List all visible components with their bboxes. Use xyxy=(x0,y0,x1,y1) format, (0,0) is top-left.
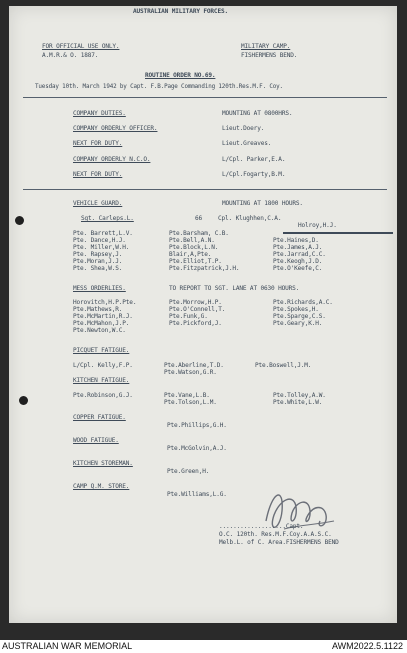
mess-name: Pte.McMahon,J.P. xyxy=(73,320,130,327)
vehicle-guard-label: VEHICLE GUARD. xyxy=(73,200,123,207)
guard-name: Pte.Bell,A.N. xyxy=(169,237,215,244)
mess-name: Pte.O'Connell,T. xyxy=(169,306,226,313)
mess-name: Pte.Sparge,C.S. xyxy=(273,313,326,320)
storeman-name: Pte.Green,H. xyxy=(167,468,210,475)
copper-label: COPPER FATIGUE. xyxy=(73,414,126,421)
guard-name: Pte.Moran,J.J. xyxy=(73,258,123,265)
storeman-label: KITCHEN STOREMAN. xyxy=(73,460,133,467)
duty-value: L/Cpl. Parker,E.A. xyxy=(222,156,286,163)
mess-name: Pte.Newton,W.C. xyxy=(73,327,126,334)
signature-dots: ...................Capt. xyxy=(219,523,304,530)
picquet-name: Pte.Watson,G.R. xyxy=(164,369,217,376)
guard-name: Pte. Dance,H.J. xyxy=(73,237,126,244)
duty-label: COMPANY ORDERLY N.C.O. xyxy=(73,156,151,163)
mess-name: Pte.Mathews,R. xyxy=(73,306,123,313)
kitchen-name: Pte.Tolley,A.W. xyxy=(273,392,326,399)
wood-label: WOOD FATIGUE. xyxy=(73,437,119,444)
kitchen-name: Pte.White,L.W. xyxy=(273,399,323,406)
footer-source: AUSTRALIAN WAR MEMORIAL xyxy=(2,641,133,651)
wood-name: Pte.McGolvin,A.J. xyxy=(167,445,227,452)
org-title: AUSTRALIAN MILITARY FORCES. xyxy=(133,8,229,15)
duty-label: COMPANY ORDERLY OFFICER. xyxy=(73,125,158,132)
mess-name: Horovitch,H.P.Pte. xyxy=(73,299,137,306)
order-title: ROUTINE ORDER NO.69. xyxy=(145,72,216,79)
duty-value: MOUNTING AT 0800HRS. xyxy=(222,110,293,117)
signature-line-2: Melb.L. of C. Area.FISHERMENS BEND xyxy=(219,539,339,546)
picquet-name: L/Cpl. Kelly,F.P. xyxy=(73,362,133,369)
picquet-label: PICQUET FATIGUE. xyxy=(73,347,130,354)
guard-name: Pte.Keogh,J.D. xyxy=(273,258,323,265)
vehicle-guard-mounting: MOUNTING AT 1800 HOURS. xyxy=(222,200,303,207)
header-right-2: FISHERMENS BEND. xyxy=(241,52,298,59)
mess-name: Pte.Pickford,J. xyxy=(169,320,222,327)
guard-name: Pte.Elliot,T.P. xyxy=(169,258,222,265)
mess-name: Pte.Geary,K.H. xyxy=(273,320,323,327)
kitchen-name: Pte.Robinson,G.J. xyxy=(73,392,133,399)
guard-name: Pte. Barrett,L.V. xyxy=(73,230,133,237)
vehicle-guard-num: 66 xyxy=(195,215,203,222)
signature-line-1: O.C. 120th. Res.M.F.Coy.A.A.S.C. xyxy=(219,531,332,538)
guard-name: Pte. Miller,W.H. xyxy=(73,244,130,251)
footer-accession: AWM2022.5.1122 xyxy=(331,641,403,651)
header-right-1: MILITARY CAMP. xyxy=(241,43,291,50)
header-left-1: FOR OFFICIAL USE ONLY. xyxy=(42,43,120,50)
duty-label: NEXT FOR DUTY. xyxy=(73,140,123,147)
guard-name: Pte.James,A.J. xyxy=(273,244,323,251)
duty-value: Lieut.Doery. xyxy=(222,125,265,132)
vehicle-guard-extra: Holroy,H.J. xyxy=(298,222,337,229)
guard-name: Blair,A,Pte. xyxy=(169,251,212,258)
kitchen-name: Pte.Vane,L.B. xyxy=(164,392,210,399)
duty-value: Lieut.Greaves. xyxy=(222,140,272,147)
vehicle-guard-cpl: Cpl. Klughhen,C.A. xyxy=(218,215,282,222)
divider xyxy=(23,189,387,190)
punch-hole xyxy=(15,216,24,225)
order-line: Tuesday 10th. March 1942 by Capt. F.B.Page Commanding 120th.Res.M.F. Coy. xyxy=(35,84,283,90)
guard-name: Pte. Shea,W.S. xyxy=(73,265,123,272)
kitchen-name: Pte.Tolson,L.M. xyxy=(164,399,217,406)
mess-name: Pte.Spokes,H. xyxy=(273,306,319,313)
guard-name: Pte.Barsham, C.B. xyxy=(169,230,229,237)
mess-report: TO REPORT TO SGT. LANE AT 0630 HOURS. xyxy=(169,285,300,292)
guard-name: Pte.Fitzpatrick,J.H. xyxy=(169,265,240,272)
document-page xyxy=(9,6,397,623)
mess-name: Pte.Richards,A.C. xyxy=(273,299,333,306)
camp-name: Pte.Williams,L.G. xyxy=(167,491,227,498)
duty-label: NEXT FOR DUTY. xyxy=(73,171,123,178)
duty-value: L/Cpl.Fogarty,B.M. xyxy=(222,171,286,178)
mess-name: Pte.Morrow,H.P. xyxy=(169,299,222,306)
strike-through xyxy=(283,232,393,234)
kitchen-label: KITCHEN FATIGUE. xyxy=(73,377,130,384)
duty-label: COMPANY DUTIES. xyxy=(73,110,126,117)
camp-label: CAMP Q.M. STORE. xyxy=(73,483,130,490)
header-left-2: A.M.R.& O. 1887. xyxy=(42,52,99,59)
divider xyxy=(23,97,387,98)
mess-name: Pte.Funk,G. xyxy=(169,313,208,320)
guard-name: Pte.Block,L.N. xyxy=(169,244,219,251)
punch-hole xyxy=(19,396,28,405)
guard-name: Pte. Rapsey,J. xyxy=(73,251,123,258)
mess-name: Pte.McMartin,R.J. xyxy=(73,313,133,320)
picquet-name: Pte.Aberline,T.D. xyxy=(164,362,224,369)
vehicle-guard-sgt: Sgt. Carleps.L. xyxy=(81,215,134,222)
copper-name: Pte.Phillips,G.H. xyxy=(167,422,227,429)
guard-name: Pte.Jarrad,C.C. xyxy=(273,251,326,258)
archive-footer xyxy=(0,640,407,653)
picquet-name: Pte.Boswell,J.M. xyxy=(255,362,312,369)
mess-label: MESS ORDERLIES. xyxy=(73,285,126,292)
guard-name: Pte.O'Keefe,C. xyxy=(273,265,323,272)
guard-name: Pte.Haines,D. xyxy=(273,237,319,244)
